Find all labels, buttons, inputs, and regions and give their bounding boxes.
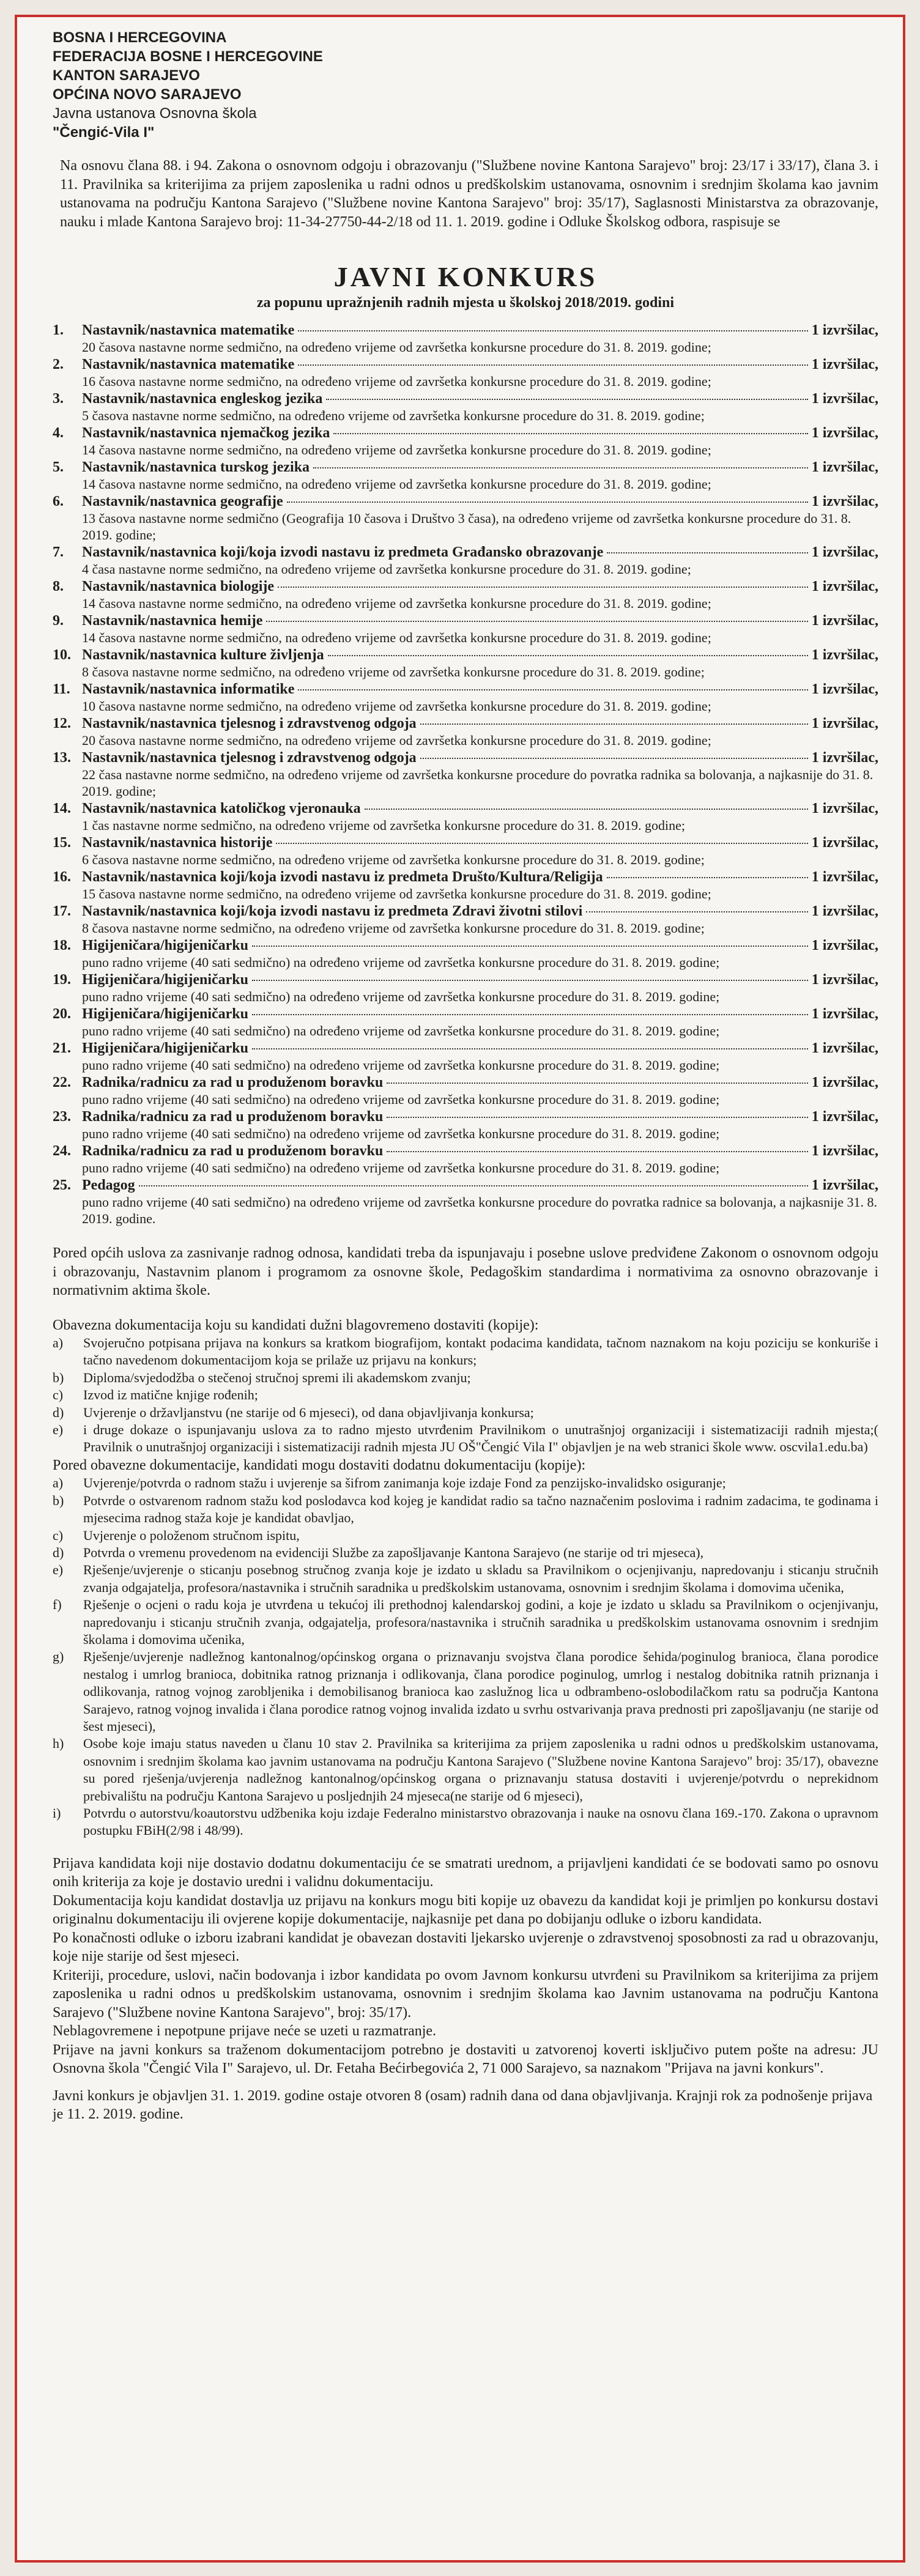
position-number: 8. bbox=[53, 579, 64, 594]
position-number: 25. bbox=[53, 1177, 71, 1193]
position-count: 1 izvršilac, bbox=[811, 1143, 878, 1159]
position-title-line bbox=[82, 749, 878, 766]
list-item-text: Rješenje/uvjerenje nadležnog kantonalnog/općinskog organa o priznavanju svojstva člana porodice šehida/poginulog branioca, člana porodice nestalog i umrlog branioca, dobitnika ratnog priznanja i odlikovanja, člana porodice poginulog, umrlog i nestalog dobitnika ratnih priznanja i odlikovanja, ratnog vojnog zarobljenika i demobilisanog branioca kao zaslužnog lica u odbrambeno-oslobodilačkom ratu sa područja Kantona Sarajevo, ratnog vojnog invalida i člana porodice ratnog vojnog invalida izdato u svrhu ostvarivanja prava prednosti pri zapošljavanju (ne starije od šest mjeseci), bbox=[83, 1649, 878, 1734]
position-detail: 16 časova nastavne norme sedmično, na određeno vrijeme od završetka konkursne procedure do 31. 8. 2019. godine; bbox=[82, 374, 711, 389]
position-name: Radnika/radnicu za rad u produženom boravku bbox=[82, 1143, 384, 1159]
position-body bbox=[82, 578, 878, 612]
list-item-text: Rješenje o ocjeni o radu koja je utvrđena u tekućoj ili prethodnoj kalendarskoj godini, a koje je izdato u skladu sa Pravilnikom o ocjenjivanju, napredovanju i sticanju stručnih zvanja, odgajatelja, profesora/nastavnika i stručnih saradnika u predškolskim ustanovama osnovnim i srednjim školama i domovima učenika, bbox=[83, 1597, 878, 1647]
document-title: JAVNI KONKURS bbox=[333, 261, 598, 292]
closing-section bbox=[53, 1854, 878, 2078]
position-number: 1. bbox=[53, 322, 64, 338]
document-list-item bbox=[53, 1735, 878, 1805]
position-item bbox=[53, 1040, 878, 1073]
list-item-label: a) bbox=[53, 1475, 64, 1491]
position-count: 1 izvršilac, bbox=[811, 801, 878, 816]
position-body bbox=[82, 356, 878, 390]
position-name: Pedagog bbox=[82, 1177, 135, 1193]
dot-leader bbox=[298, 689, 807, 690]
list-item-text: Rješenje/uvjerenje o sticanju posebnog stručnog zvanja koje je izdato u skladu sa Pravilnikom o ocjenjivanju, napredovanju i sticanju stručnih zvanja odgajatelja, profesora/nastavnika i stručnih saradnika u predškolskim ustanovama, osnovnim i srednjim školama i domovima učenika, bbox=[83, 1562, 878, 1595]
position-detail: puno radno vrijeme (40 sati sedmično) na određeno vrijeme od završetka konkursne procedure do 31. 8. 2019. godine; bbox=[82, 955, 720, 970]
list-item-label: f) bbox=[53, 1597, 62, 1613]
position-body bbox=[82, 1005, 878, 1039]
position-detail: puno radno vrijeme (40 sati sedmično) na određeno vrijeme od završetka konkursne procedure do 31. 8. 2019. godine; bbox=[82, 1126, 720, 1141]
position-count: 1 izvršilac, bbox=[811, 391, 878, 407]
document-list-item bbox=[53, 1475, 878, 1492]
position-name: Higijeničara/higijeničarku bbox=[82, 1040, 248, 1056]
position-body bbox=[82, 800, 878, 834]
dot-leader bbox=[387, 1151, 807, 1152]
position-title-line bbox=[82, 834, 878, 851]
position-detail: 14 časova nastavne norme sedmično, na određeno vrijeme od završetka konkursne procedure do 31. 8. 2019. godine; bbox=[82, 596, 711, 611]
position-body bbox=[82, 834, 878, 868]
dot-leader bbox=[387, 1117, 807, 1118]
position-count: 1 izvršilac, bbox=[811, 357, 878, 372]
position-item bbox=[53, 612, 878, 646]
position-title-line bbox=[82, 459, 878, 476]
document-list-item bbox=[53, 1544, 878, 1561]
position-title-line bbox=[82, 322, 878, 339]
position-count: 1 izvršilac, bbox=[811, 869, 878, 885]
position-number: 14. bbox=[53, 801, 71, 816]
position-detail: 13 časova nastavne norme sedmično (Geografija 10 časova i Društvo 3 časa), na određeno vrijeme od završetka konkursne procedure do 31. 8. 2019. godine; bbox=[82, 511, 851, 542]
dot-leader bbox=[586, 911, 807, 912]
position-body bbox=[82, 971, 878, 1005]
position-body bbox=[82, 646, 878, 680]
dot-leader bbox=[607, 877, 808, 878]
position-detail: 4 časa nastavne norme sedmično, na određeno vrijeme od završetka konkursne procedure do 31. 8. 2019. godine; bbox=[82, 561, 691, 577]
position-count: 1 izvršilac, bbox=[811, 750, 878, 766]
dot-leader bbox=[326, 399, 807, 400]
dot-leader bbox=[313, 467, 808, 468]
institution-header bbox=[53, 28, 878, 142]
position-name: Higijeničara/higijeničarku bbox=[82, 972, 248, 988]
dot-leader bbox=[298, 365, 807, 366]
dot-leader bbox=[252, 980, 808, 981]
position-body bbox=[82, 1142, 878, 1176]
position-item bbox=[53, 715, 878, 749]
position-item bbox=[53, 1108, 878, 1142]
position-body bbox=[82, 681, 878, 714]
position-name: Radnika/radnicu za rad u produženom boravku bbox=[82, 1075, 384, 1090]
position-detail: 14 časova nastavne norme sedmično, na određeno vrijeme od završetka konkursne procedure do 31. 8. 2019. godine; bbox=[82, 442, 711, 457]
position-title-line bbox=[82, 1177, 878, 1194]
dot-leader bbox=[420, 758, 808, 759]
dot-leader bbox=[333, 433, 807, 434]
position-title-line bbox=[82, 800, 878, 817]
dot-leader bbox=[278, 587, 808, 588]
position-name: Higijeničara/higijeničarku bbox=[82, 1006, 248, 1022]
document-list-item bbox=[53, 1648, 878, 1735]
list-item-text: Diploma/svjedodžba o stečenoj stručnoj spremi ili akademskom zvanju; bbox=[83, 1369, 471, 1385]
position-item bbox=[53, 390, 878, 424]
position-count: 1 izvršilac, bbox=[811, 972, 878, 988]
position-item bbox=[53, 749, 878, 799]
position-item bbox=[53, 493, 878, 543]
position-body bbox=[82, 1074, 878, 1108]
position-count: 1 izvršilac, bbox=[811, 613, 878, 629]
position-item bbox=[53, 903, 878, 936]
position-item bbox=[53, 578, 878, 612]
position-number: 19. bbox=[53, 972, 71, 988]
position-detail: 20 časova nastavne norme sedmično, na određeno vrijeme od završetka konkursne procedure do 31. 8. 2019. godine; bbox=[82, 733, 711, 748]
position-name: Nastavnik/nastavnica katoličkog vjeronauka bbox=[82, 801, 361, 816]
dot-leader bbox=[252, 946, 808, 947]
position-detail: puno radno vrijeme (40 sati sedmično) na određeno vrijeme od završetka konkursne procedure do 31. 8. 2019. godine; bbox=[82, 1092, 720, 1107]
list-item-label: d) bbox=[53, 1404, 64, 1420]
position-detail: puno radno vrijeme (40 sati sedmično) na određeno vrijeme od završetka konkursne procedure do 31. 8. 2019. godine; bbox=[82, 1160, 720, 1175]
dot-leader bbox=[266, 621, 807, 622]
position-number: 10. bbox=[53, 647, 71, 663]
position-item bbox=[53, 868, 878, 902]
header-municipality: OPĆINA NOVO SARAJEVO bbox=[53, 86, 242, 103]
header-federation: FEDERACIJA BOSNE I HERCEGOVINE bbox=[53, 48, 323, 65]
position-body bbox=[82, 390, 878, 424]
position-number: 13. bbox=[53, 750, 71, 766]
position-body bbox=[82, 868, 878, 902]
position-name: Nastavnik/nastavnica historije bbox=[82, 835, 273, 851]
position-title-line bbox=[82, 868, 878, 886]
document-page bbox=[15, 15, 905, 2563]
position-name: Nastavnik/nastavnica turskog jezika bbox=[82, 459, 310, 475]
position-number: 24. bbox=[53, 1143, 71, 1159]
list-item-text: Uvjerenje/potvrda o radnom stažu i uvjerenje sa šifrom zanimanja koje izdaje Fond za penzijsko-invalidsko osiguranje; bbox=[83, 1475, 726, 1491]
list-item-text: i druge dokaze o ispunjavanju uslova za to radno mjesto utvrđenim Pravilnikom o unutrašnjoj organizaciji i sistematizaciji radnih mjesta;( Pravilnik o unutrašnjoj organizaciji i sistematizaciji radnih mjesta JU OŠ"Čengić Vila I" objavljen je na web stranici škole www. oscvila1.edu.ba) bbox=[83, 1422, 878, 1455]
mandatory-docs-heading: Obavezna dokumentacija koju su kandidati dužni blagovremeno dostaviti (kopije): bbox=[53, 1317, 539, 1333]
position-body bbox=[82, 459, 878, 492]
optional-docs-heading: Pored obavezne dokumentacije, kandidati mogu dostaviti dodatnu dokumentaciju (kopije): bbox=[53, 1457, 586, 1473]
closing-paragraph: Neblagovremene i nepotpune prijave neće se uzeti u razmatranje. bbox=[53, 2023, 437, 2040]
position-item bbox=[53, 681, 878, 714]
position-item bbox=[53, 424, 878, 458]
position-number: 20. bbox=[53, 1006, 71, 1022]
list-item-text: Osobe koje imaju status naveden u članu 10 stav 2. Pravilnika sa kriterijima za prijem zaposlenika u radni odnos u predškolskim ustanovama, osnovnim i srednjim školama kao javnim ustanovama na području Kantona Sarajevo ("Službene novine Kantona Sarajevo" broj: 35/17), obavezne su pored rješenja/uvjerenja nadležnog kantonalnog/općinskog organa o priznavanju statusa dostaviti i uvjerenje/potvrdu o neprekidnom prebivalištu na području Kantona Sarajevo u posljednjih 24 mjeseca(ne starije od 6 mjeseci), bbox=[83, 1736, 878, 1804]
position-detail: puno radno vrijeme (40 sati sedmično) na određeno vrijeme od završetka konkursne procedure do 31. 8. 2019. godine; bbox=[82, 1023, 720, 1038]
position-name: Radnika/radnicu za rad u produženom boravku bbox=[82, 1109, 384, 1125]
position-title-line bbox=[82, 1040, 878, 1057]
list-item-label: i) bbox=[53, 1805, 61, 1821]
dot-leader bbox=[607, 552, 807, 553]
list-item-label: c) bbox=[53, 1527, 64, 1543]
position-name: Nastavnik/nastavnica tjelesnog i zdravstvenog odgoja bbox=[82, 716, 417, 731]
position-item bbox=[53, 356, 878, 390]
document-list-item bbox=[53, 1805, 878, 1840]
position-number: 11. bbox=[53, 681, 70, 697]
position-count: 1 izvršilac, bbox=[811, 494, 878, 509]
dot-leader bbox=[365, 809, 808, 810]
list-item-text: Izvod iz matične knjige rođenih; bbox=[83, 1387, 258, 1403]
position-title-line bbox=[82, 356, 878, 373]
position-detail: 6 časova nastavne norme sedmično, na određeno vrijeme od završetka konkursne procedure do 31. 8. 2019. godine; bbox=[82, 852, 705, 867]
dot-leader bbox=[276, 843, 807, 844]
positions-list bbox=[53, 322, 878, 1227]
position-title-line bbox=[82, 681, 878, 698]
position-detail: 8 časova nastavne norme sedmično, na određeno vrijeme od završetka konkursne procedure do 31. 8. 2019. godine; bbox=[82, 664, 705, 679]
list-item-text: Uvjerenje o položenom stručnom ispitu, bbox=[83, 1527, 300, 1543]
general-conditions: Pored općih uslova za zasnivanje radnog odnosa, kandidati treba da ispunjavaju i posebne uslove predviđene Zakonom o osnovnom odgoju i obrazovanju, Nastavnim planom i programom za osnovne škole, Pedagoškim standardima i normativima za osnovno obrazovanje i normativnim aktima škole. bbox=[53, 1245, 878, 1298]
position-count: 1 izvršilac, bbox=[811, 938, 878, 953]
mandatory-docs-list bbox=[53, 1334, 878, 1456]
position-number: 22. bbox=[53, 1075, 71, 1090]
position-body bbox=[82, 612, 878, 646]
dot-leader bbox=[252, 1014, 808, 1015]
position-count: 1 izvršilac, bbox=[811, 681, 878, 697]
position-count: 1 izvršilac, bbox=[811, 544, 878, 560]
position-name: Nastavnik/nastavnica kulture življenja bbox=[82, 647, 324, 663]
position-body bbox=[82, 322, 878, 355]
list-item-label: e) bbox=[53, 1422, 64, 1438]
list-item-label: g) bbox=[53, 1649, 64, 1665]
position-item bbox=[53, 800, 878, 834]
position-title-line bbox=[82, 424, 878, 442]
list-item-label: d) bbox=[53, 1544, 64, 1560]
position-detail: 22 časa nastavne norme sedmično, na određeno vrijeme od završetka konkursne procedure do povratka radnika sa bolovanja, a najkasnije do 31. 8. 2019. godine; bbox=[82, 767, 874, 799]
position-name: Nastavnik/nastavnica hemije bbox=[82, 613, 263, 629]
position-body bbox=[82, 424, 878, 458]
dot-leader bbox=[252, 1048, 808, 1049]
publication-note: Javni konkurs je objavljen 31. 1. 2019. godine ostaje otvoren 8 (osam) radnih dana od dana objavljivanja. Krajnji rok za podnošenje prijava je 11. 2. 2019. godine. bbox=[53, 2087, 873, 2123]
list-item-label: b) bbox=[53, 1492, 64, 1508]
position-body bbox=[82, 903, 878, 936]
position-number: 21. bbox=[53, 1040, 71, 1056]
list-item-label: c) bbox=[53, 1387, 64, 1403]
position-name: Nastavnik/nastavnica koji/koja izvodi nastavu iz predmeta Zdravi životni stilovi bbox=[82, 903, 583, 919]
position-name: Nastavnik/nastavnica geografije bbox=[82, 494, 283, 509]
list-item-label: a) bbox=[53, 1335, 64, 1350]
position-name: Nastavnik/nastavnica informatike bbox=[82, 681, 295, 697]
position-title-line bbox=[82, 1108, 878, 1125]
list-item-text: Potvrde o ostvarenom radnom stažu kod poslodavca kod kojeg je kandidat radio sa tačno naznačenim poslovima i radnim zadacima, te godinama i mjesecima radnog staža koje je kandidat obavljao, bbox=[83, 1492, 878, 1526]
position-title-line bbox=[82, 937, 878, 954]
document-list-item bbox=[53, 1404, 878, 1421]
position-item bbox=[53, 937, 878, 971]
position-number: 4. bbox=[53, 425, 64, 441]
position-title-line bbox=[82, 715, 878, 732]
position-title-line bbox=[82, 544, 878, 561]
position-number: 9. bbox=[53, 613, 64, 629]
position-detail: 15 časova nastavne norme sedmično, na određeno vrijeme od završetka konkursne procedure do 31. 8. 2019. godine; bbox=[82, 886, 711, 901]
document-list-item bbox=[53, 1561, 878, 1596]
position-name: Nastavnik/nastavnica biologije bbox=[82, 579, 275, 594]
document-list-item bbox=[53, 1596, 878, 1648]
document-subtitle: za popunu upražnjenih radnih mjesta u školskoj 2018/2019. godini bbox=[256, 295, 675, 311]
dot-leader bbox=[298, 330, 807, 331]
position-detail: puno radno vrijeme (40 sati sedmično) na određeno vrijeme od završetka konkursne procedure do povratka radnice sa bolovanja, a najkasnije 31. 8. 2019. godine. bbox=[82, 1194, 878, 1226]
position-item bbox=[53, 1074, 878, 1108]
position-title-line bbox=[82, 1074, 878, 1091]
position-count: 1 izvršilac, bbox=[811, 425, 878, 441]
header-school-name: "Čengić-Vila I" bbox=[53, 124, 155, 141]
position-name: Nastavnik/nastavnica engleskog jezika bbox=[82, 391, 323, 407]
position-number: 18. bbox=[53, 938, 71, 953]
dot-leader bbox=[387, 1083, 807, 1084]
document-list-item bbox=[53, 1334, 878, 1369]
header-country: BOSNA I HERCEGOVINA bbox=[53, 29, 227, 46]
position-title-line bbox=[82, 1005, 878, 1023]
position-number: 23. bbox=[53, 1109, 71, 1125]
position-count: 1 izvršilac, bbox=[811, 1109, 878, 1125]
position-body bbox=[82, 749, 878, 799]
position-detail: puno radno vrijeme (40 sati sedmično) na određeno vrijeme od završetka konkursne procedure do 31. 8. 2019. godine; bbox=[82, 989, 720, 1004]
position-body bbox=[82, 1177, 878, 1227]
position-number: 7. bbox=[53, 544, 64, 560]
position-count: 1 izvršilac, bbox=[811, 1040, 878, 1056]
document-list-item bbox=[53, 1421, 878, 1456]
position-count: 1 izvršilac, bbox=[811, 459, 878, 475]
position-name: Nastavnik/nastavnica matematike bbox=[82, 357, 295, 372]
position-item bbox=[53, 1142, 878, 1176]
position-title-line bbox=[82, 646, 878, 664]
position-name: Higijeničara/higijeničarku bbox=[82, 938, 248, 953]
list-item-text: Uvjerenje o državljanstvu (ne starije od 6 mjeseci), od dana objavljivanja konkursa; bbox=[83, 1404, 534, 1420]
position-body bbox=[82, 493, 878, 543]
intro-paragraph: Na osnovu člana 88. i 94. Zakona o osnovnom odgoju i obrazovanju ("Službene novine Kantona Sarajevo" broj: 23/17 i 33/17), člana 3. i 11. Pravilnika sa kriterijima za prijem zaposlenika u radni odnos u predškolskim ustanovama, osnovnim i srednjim školama kao javnim ustanovama na području Kantona Sarajevo ("Službene novine Kantona Sarajevo" broj: 35/17), Saglasnosti Ministarstva za obrazovanje, nauku i mlade Kantona Sarajevo broj: 11-34-27750-44-2/18 od 11. 1. 2019. godine i Odluke Školskog odbora, raspisuje se bbox=[60, 158, 878, 230]
position-count: 1 izvršilac, bbox=[811, 1177, 878, 1193]
position-count: 1 izvršilac, bbox=[811, 1075, 878, 1090]
position-number: 17. bbox=[53, 903, 71, 919]
closing-paragraph: Po konačnosti odluke o izboru izabrani kandidat je obavezan dostaviti ljekarsko uvjerenje o zdravstvenoj sposobnosti za rad u obrazovanju, koje nije starije od šest mjeseci. bbox=[53, 1930, 878, 1965]
position-item bbox=[53, 1005, 878, 1039]
position-number: 12. bbox=[53, 716, 71, 731]
position-number: 15. bbox=[53, 835, 71, 851]
dot-leader bbox=[420, 724, 808, 725]
position-count: 1 izvršilac, bbox=[811, 322, 878, 338]
dot-leader bbox=[139, 1185, 808, 1186]
position-name: Nastavnik/nastavnica koji/koja izvodi nastavu iz predmeta Društo/Kultura/Religija bbox=[82, 869, 603, 885]
position-body bbox=[82, 1040, 878, 1073]
position-detail: 14 časova nastavne norme sedmično, na određeno vrijeme od završetka konkursne procedure do 31. 8. 2019. godine; bbox=[82, 476, 711, 492]
position-item bbox=[53, 646, 878, 680]
position-count: 1 izvršilac, bbox=[811, 1006, 878, 1022]
closing-paragraph: Prijava kandidata koji nije dostavio dodatnu dokumentaciju će se smatrati urednom, a prijavljeni kandidati će se bodovati samo po osnovu onih kriterija za koje je dostavio uredni i validnu dokumentaciju. bbox=[53, 1855, 878, 1890]
position-count: 1 izvršilac, bbox=[811, 903, 878, 919]
position-name: Nastavnik/nastavnica njemačkog jezika bbox=[82, 425, 330, 441]
position-body bbox=[82, 937, 878, 971]
position-number: 2. bbox=[53, 357, 64, 372]
position-body bbox=[82, 1108, 878, 1142]
closing-paragraph: Prijave na javni konkurs sa traženom dokumentacijom potrebno je dostaviti u zatvorenoj koverti isključivo putem pošte na adresu: JU Osnovna škola "Čengić Vila I" Sarajevo, ul. Dr. Fetaha Bećirbegovića 2, 71 000 Sarajevo, sa naznakom "Prijava na javni konkurs". bbox=[53, 2041, 878, 2077]
position-count: 1 izvršilac, bbox=[811, 647, 878, 663]
position-number: 16. bbox=[53, 869, 71, 885]
position-item bbox=[53, 459, 878, 492]
position-detail: 1 čas nastavne norme sedmično, na određeno vrijeme od završetka konkursne procedure do 31. 8. 2019. godine; bbox=[82, 818, 686, 833]
document-list-item bbox=[53, 1527, 878, 1544]
list-item-text: Potvrdu o autorstvu/koautorstvu udžbenika koju izdaje Federalno ministarstvo obrazovanja i nauke na osnovu člana 169.-170. Zakona o upravnom postupku FBiH(2/98 i 48/99). bbox=[83, 1805, 878, 1838]
position-detail: 14 časova nastavne norme sedmično, na određeno vrijeme od završetka konkursne procedure do 31. 8. 2019. godine; bbox=[82, 630, 711, 645]
position-detail: 8 časova nastavne norme sedmično, na određeno vrijeme od završetka konkursne procedure do 31. 8. 2019. godine; bbox=[82, 920, 705, 936]
position-count: 1 izvršilac, bbox=[811, 835, 878, 851]
position-detail: puno radno vrijeme (40 sati sedmično) na određeno vrijeme od završetka konkursne procedure do 31. 8. 2019. godine; bbox=[82, 1057, 720, 1073]
header-institution: Javna ustanova Osnovna škola bbox=[53, 105, 257, 122]
closing-paragraph: Kriteriji, procedure, uslovi, način bodovanja i izbor kandidata po ovom Javnom konkursu utvrđeni su Pravilnikom sa kriterijima za prijem zaposlenika u radni odnos u predškolskim ustanovama, osnovnim i srednjim školama kao Javnim ustanovama na području Kantona Sarajevo ("Službene novine Kantona Sarajevo", broj: 35/17). bbox=[53, 1967, 878, 2021]
list-item-label: h) bbox=[53, 1736, 64, 1752]
position-detail: 10 časova nastavne norme sedmično, na određeno vrijeme od završetka konkursne procedure do 31. 8. 2019. godine; bbox=[82, 698, 711, 714]
position-number: 3. bbox=[53, 391, 64, 407]
position-title-line bbox=[82, 1142, 878, 1160]
optional-docs-list bbox=[53, 1475, 878, 1840]
position-count: 1 izvršilac, bbox=[811, 579, 878, 594]
list-item-label: e) bbox=[53, 1562, 64, 1578]
position-detail: 5 časova nastavne norme sedmično, na određeno vrijeme od završetka konkursne procedure do 31. 8. 2019. godine; bbox=[82, 408, 705, 423]
position-title-line bbox=[82, 493, 878, 510]
position-item bbox=[53, 1177, 878, 1227]
position-number: 5. bbox=[53, 459, 64, 475]
document-list-item bbox=[53, 1492, 878, 1527]
position-item bbox=[53, 544, 878, 577]
position-name: Nastavnik/nastavnica tjelesnog i zdravstvenog odgoja bbox=[82, 750, 417, 766]
position-name: Nastavnik/nastavnica matematike bbox=[82, 322, 295, 338]
list-item-text: Svojeručno potpisana prijava na konkurs sa kratkom biografijom, kontakt podacima kandidata, tačnom naznakom na koju poziciju se konkuriše i tačno navedenom dokumentacijom koja se prilaže uz prijavu na konkurs; bbox=[83, 1335, 878, 1368]
position-item bbox=[53, 834, 878, 868]
closing-paragraph: Dokumentacija koju kandidat dostavlja uz prijavu na konkurs mogu biti kopije uz obavezu da kandidat koji je primljen po konkursu dostavi originalnu dokumentaciju ili ovjerene kopije dokumentacije, najkasnije pet dana po dobijanju odluke o izboru kandidata. bbox=[53, 1892, 878, 1928]
position-body bbox=[82, 544, 878, 577]
document-list-item bbox=[53, 1369, 878, 1386]
position-count: 1 izvršilac, bbox=[811, 716, 878, 731]
dot-leader bbox=[328, 655, 808, 656]
position-number: 6. bbox=[53, 494, 64, 509]
header-canton: KANTON SARAJEVO bbox=[53, 67, 200, 84]
position-name: Nastavnik/nastavnica koji/koja izvodi nastavu iz predmeta Građansko obrazovanje bbox=[82, 544, 604, 560]
list-item-label: b) bbox=[53, 1369, 64, 1385]
position-title-line bbox=[82, 390, 878, 407]
dot-leader bbox=[287, 502, 808, 503]
position-item bbox=[53, 971, 878, 1005]
list-item-text: Potvrda o vremenu provedenom na evidenciji Službe za zapošljavanje Kantona Sarajevo (ne starije od tri mjeseca), bbox=[83, 1544, 704, 1560]
document-list-item bbox=[53, 1386, 878, 1404]
position-body bbox=[82, 715, 878, 749]
position-item bbox=[53, 322, 878, 355]
position-title-line bbox=[82, 578, 878, 595]
position-title-line bbox=[82, 612, 878, 629]
position-title-line bbox=[82, 903, 878, 920]
position-title-line bbox=[82, 971, 878, 988]
position-detail: 20 časova nastavne norme sedmično, na određeno vrijeme od završetka konkursne procedure do 31. 8. 2019. godine; bbox=[82, 339, 711, 355]
